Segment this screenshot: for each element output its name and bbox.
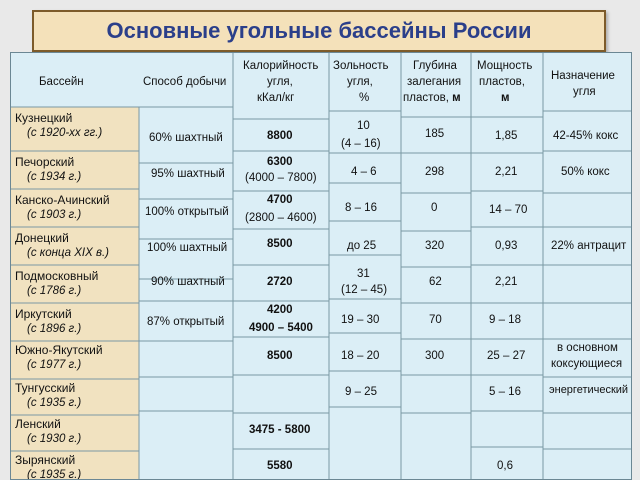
basin-name-8: Ленский	[15, 417, 61, 431]
header-purpose-line2: угля	[573, 86, 596, 98]
basin-name-1: Печорский	[15, 155, 75, 169]
basin-year-3: (с конца XIX в.)	[27, 247, 109, 259]
calorific-cell-8: 3475 - 5800	[249, 424, 311, 436]
basin-name-6: Южно-Якутский	[15, 343, 103, 357]
thickness-cell-2: 14 – 70	[489, 204, 528, 216]
header-calorific-line1: Калорийность	[243, 60, 319, 72]
header-ash-line2: угля,	[347, 76, 373, 88]
ash-cell-7: 9 – 25	[345, 386, 377, 398]
basin-year-2: (с 1903 г.)	[27, 209, 82, 221]
header-thickness-line3: м	[501, 92, 510, 104]
depth-cell-2: 0	[431, 202, 438, 214]
method-cell-3: 100% шахтный	[147, 242, 228, 254]
header-purpose-line1: Назначение	[551, 70, 615, 82]
depth-cell-6: 300	[425, 350, 445, 362]
calorific-cell-2-range: (2800 – 4600)	[245, 212, 317, 224]
calorific-cell-0: 8800	[267, 130, 293, 142]
depth-cell-1: 298	[425, 166, 445, 178]
ash-cell-1: 4 – 6	[351, 166, 377, 178]
basin-year-1: (с 1934 г.)	[27, 171, 82, 183]
header-ash-line3: %	[359, 92, 370, 104]
header-depth-label: пластов,	[403, 92, 449, 104]
ash-cell-2: 8 – 16	[345, 202, 377, 214]
basin-name-4: Подмосковный	[15, 269, 99, 283]
thickness-cell-6: 25 – 27	[487, 350, 526, 362]
header-ash-line1: Зольность	[333, 60, 389, 72]
calorific-cell-3: 8500	[267, 238, 293, 250]
depth-cell-0: 185	[425, 128, 445, 140]
method-cell-0: 60% шахтный	[149, 132, 223, 144]
basin-year-8: (с 1930 г.)	[27, 433, 82, 445]
basin-name-9: Зырянский	[15, 453, 76, 467]
purpose-cell-0: 42-45% кокс	[553, 130, 619, 142]
basin-name-5: Иркутский	[15, 307, 72, 321]
basin-name-7: Тунгусский	[15, 381, 76, 395]
purpose-cell-7: энергетический	[549, 384, 629, 396]
method-cell-4: 90% шахтный	[151, 276, 225, 288]
ash-cell-4-main: 31	[357, 268, 370, 280]
basin-year-6: (с 1977 г.)	[27, 359, 82, 371]
ash-cell-3: до 25	[347, 240, 377, 252]
calorific-cell-6: 8500	[267, 350, 293, 362]
thickness-cell-1: 2,21	[495, 166, 518, 178]
header-calorific-line2: угля,	[267, 76, 293, 88]
calorific-cell-2-main: 4700	[267, 194, 293, 206]
depth-cell-3: 320	[425, 240, 445, 252]
thickness-cell-4: 2,21	[495, 276, 518, 288]
thickness-cell-0: 1,85	[495, 130, 518, 142]
header-depth-line2: залегания	[407, 76, 462, 88]
purpose-cell-1: 50% кокс	[561, 166, 610, 178]
basin-year-4: (с 1786 г.)	[27, 285, 82, 297]
header-calorific-line3: кКал/кг	[257, 92, 295, 104]
basin-year-9: (с 1935 г.)	[27, 469, 82, 480]
depth-cell-4: 62	[429, 276, 442, 288]
ash-cell-0-main: 10	[357, 120, 370, 132]
purpose-cell-6-line2: коксующиеся	[551, 358, 623, 370]
calorific-cell-4: 2720	[267, 276, 293, 288]
method-cell-2: 100% открытый	[145, 206, 229, 218]
depth-cell-5: 70	[429, 314, 442, 326]
table-grid	[11, 53, 632, 480]
basin-year-0: (с 1920-хх гг.)	[27, 127, 103, 139]
header-depth-line3	[403, 91, 461, 106]
purpose-cell-3: 22% антрацит	[551, 240, 627, 252]
header-method: Способ добычи	[143, 76, 227, 88]
calorific-cell-1-main: 6300	[267, 156, 293, 168]
thickness-cell-3: 0,93	[495, 240, 518, 252]
thickness-cell-7: 5 – 16	[489, 386, 521, 398]
title-banner	[32, 10, 606, 52]
header-basin: Бассейн	[39, 76, 84, 88]
thickness-cell-5: 9 – 18	[489, 314, 521, 326]
ash-cell-6: 18 – 20	[341, 350, 380, 362]
basin-year-5: (с 1896 г.)	[27, 323, 82, 335]
calorific-cell-5-range: 4900 – 5400	[249, 322, 313, 334]
header-depth-unit: м	[452, 92, 461, 104]
calorific-cell-9: 5580	[267, 460, 293, 472]
basin-name-0: Кузнецкий	[15, 111, 73, 125]
header-thickness-line1: Мощность	[477, 60, 533, 72]
purpose-cell-6-line1: в основном	[557, 342, 618, 354]
thickness-cell-8: 0,6	[497, 460, 513, 472]
header-depth-line1: Глубина	[413, 60, 457, 72]
method-cell-5: 87% открытый	[147, 316, 225, 328]
basin-name-2: Канско-Ачинский	[15, 193, 110, 207]
calorific-cell-1-range: (4000 – 7800)	[245, 172, 317, 184]
ash-cell-0-range: (4 – 16)	[341, 138, 381, 150]
ash-cell-4-range: (12 – 45)	[341, 284, 388, 296]
coal-basins-table	[10, 52, 632, 480]
header-thickness-line2: пластов,	[479, 76, 525, 88]
ash-cell-5: 19 – 30	[341, 314, 380, 326]
basin-name-3: Донецкий	[15, 231, 69, 245]
basin-year-7: (с 1935 г.)	[27, 397, 82, 409]
method-cell-1: 95% шахтный	[151, 168, 225, 180]
page-title: Основные угольные бассейны России	[106, 18, 532, 43]
calorific-cell-5-main: 4200	[267, 304, 293, 316]
